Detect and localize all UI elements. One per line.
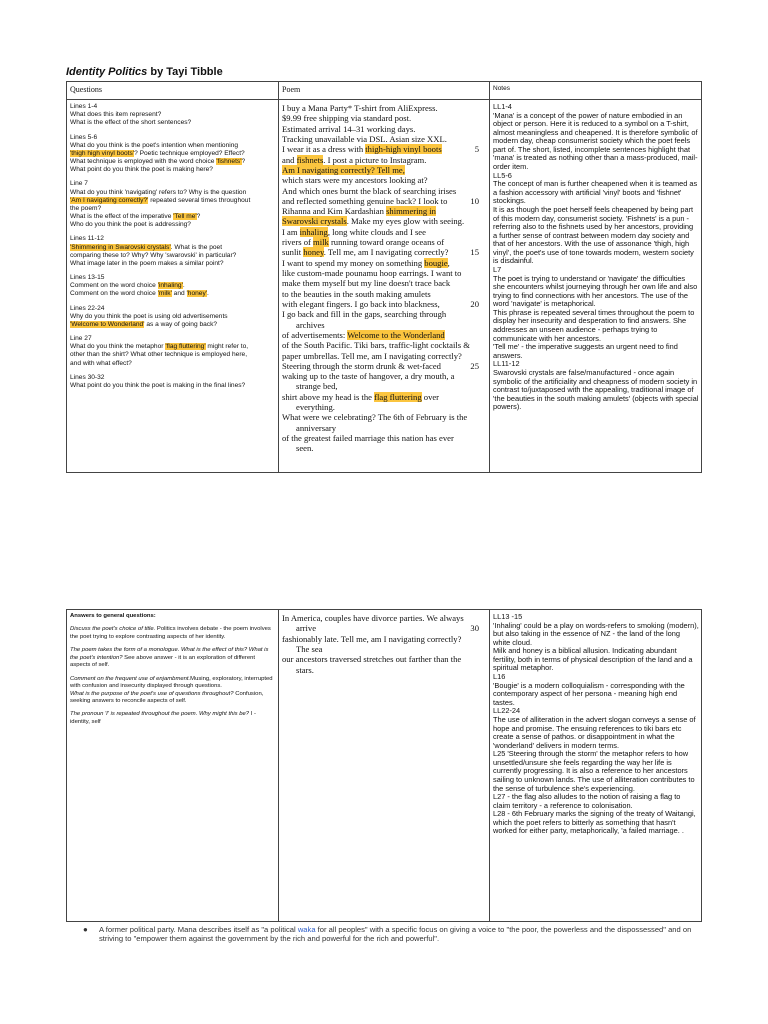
- question-heading: Lines 22-24: [70, 304, 105, 312]
- poem-line-text: [282, 216, 464, 226]
- poem-line-text: [282, 113, 411, 123]
- text-segment: What technique is employed with the word choice: [70, 158, 217, 166]
- text-segment: Estimated arrival 14–31 working days.: [282, 123, 416, 134]
- poem-line-text: [282, 186, 456, 196]
- poem-line-text: [282, 175, 428, 185]
- text-segment: Why do you think the poet is using old advertisements: [70, 312, 228, 320]
- line-number: 5: [474, 144, 479, 155]
- question-block: [70, 335, 276, 368]
- text-segment: .: [207, 290, 209, 298]
- answer-text: Confusion, seeking answers to reconcile aspects of self.: [70, 690, 264, 704]
- note-paragraph: Milk and honey is a biblical allusion. Indicating abundant fertility, both in terms of physical description of the land and a spiritual metaphor.: [493, 646, 693, 673]
- text-segment: to the beauties in the south making amulets: [282, 288, 431, 299]
- note-paragraph: L27 - the flag also alludes to the notion of raising a flag to claim territory - a reference to colonisation.: [493, 792, 681, 810]
- question-line: [70, 213, 276, 221]
- highlighted-text: flag fluttering: [374, 391, 422, 402]
- answer-text: Musing, exploratory, interrupted with confusion and insecurity displayed through questions.: [70, 675, 273, 690]
- text-segment: ,: [447, 257, 450, 268]
- header-notes: Notes: [490, 82, 702, 100]
- text-segment: and reflected something genuine back? I look to: [282, 195, 448, 206]
- poem-line: [282, 412, 487, 422]
- poem-line-text: [282, 268, 461, 278]
- text-segment: I wear it as a dress with: [282, 144, 366, 155]
- poem-line: [282, 330, 487, 340]
- note-paragraph: The concept of man is further cheapened when it is teamed as a fashion accessory with artificial 'vinyl' boots and 'fishnet' stockings.: [493, 179, 698, 206]
- question-line: [70, 150, 276, 158]
- notes-cell: [490, 100, 702, 473]
- text-segment: . Make my eyes glow with seeing.: [346, 216, 465, 227]
- poem-line-text: [296, 402, 335, 412]
- poem-line: [282, 186, 487, 196]
- question-line: [70, 290, 276, 298]
- question-block: [70, 235, 276, 268]
- text-segment: What were we celebrating? The 6th of February is the: [282, 412, 468, 423]
- text-segment: sunlit: [282, 247, 304, 258]
- header-poem: Poem: [279, 82, 490, 100]
- question-line: [70, 343, 276, 351]
- question-line: [70, 111, 276, 119]
- poem-line-text: [282, 361, 441, 371]
- text-segment: stars.: [296, 664, 314, 675]
- question-line: [70, 244, 276, 252]
- text-segment: the poem?: [70, 204, 102, 212]
- text-segment: Who do you think the poet is addressing?: [70, 221, 191, 229]
- note-paragraph: 'Inhaling' could be a play on words-refers to smoking (modern), but also taking in the essence of NZ - the land of the long white cloud.: [493, 620, 699, 647]
- answer-question: Discuss the poet's choice of title.: [70, 626, 156, 633]
- question-line: [70, 142, 276, 150]
- poem-line: [282, 371, 487, 381]
- text-segment: which stars were my ancestors looking at?: [282, 175, 428, 186]
- highlighted-text: 'Welcome to Wonderland': [70, 320, 145, 328]
- poem-line-text: [282, 227, 426, 237]
- question-line: [70, 360, 276, 368]
- question-line: [70, 166, 276, 174]
- question-line: [70, 205, 276, 213]
- note-paragraph: 'Bougie' is a modern colloquialism - corresponding with the contemporary aspect of her persona - meaning high end tastes.: [493, 680, 685, 707]
- answers-heading-text: Answers to general questions:: [70, 613, 156, 619]
- highlighted-text: fishnets: [296, 154, 324, 165]
- highlighted-text: honey: [303, 247, 324, 258]
- text-segment: In America, couples have divorce parties. We always: [282, 613, 464, 623]
- text-segment: seen.: [296, 443, 314, 454]
- poem-line-text: [282, 309, 446, 319]
- highlighted-text: 'milk': [157, 290, 172, 298]
- poem-line-text: [296, 644, 322, 654]
- poem-line: [282, 644, 487, 654]
- text-segment: .: [182, 282, 185, 290]
- line-number: 15: [470, 247, 479, 258]
- poem-line: [282, 289, 487, 299]
- title-author: by Tayi Tibble: [150, 66, 223, 78]
- poem-line: [282, 309, 487, 319]
- highlighted-text: 'flag fluttering': [165, 343, 206, 351]
- answer-block: [70, 626, 276, 641]
- answers-cell: [67, 610, 279, 922]
- text-segment: What do you think is the poet's intention when mentioning: [70, 141, 239, 149]
- poem-line-text: [282, 196, 447, 206]
- analysis-table-1: [66, 81, 702, 473]
- poem-line-text: [282, 392, 439, 402]
- poem-line: [282, 124, 487, 134]
- poem-line: [282, 247, 487, 257]
- answers-heading: [70, 613, 276, 620]
- text-segment: , long white clouds and I see: [327, 226, 426, 237]
- note-paragraph: L28 - 6th February marks the signing of the treaty of Waitangi, which the poet refers to bitterly as something that hasn't worked for either party, metaphorically, 'a failed marriage. .: [493, 809, 696, 836]
- question-line: [70, 189, 276, 197]
- poem-line: [282, 155, 487, 165]
- poem-line: [282, 165, 487, 175]
- text-segment: ?: [196, 213, 201, 221]
- poem-line: [282, 216, 487, 226]
- poem-line-text: [282, 412, 467, 422]
- poem-line-text: [282, 134, 447, 144]
- document-title: [66, 66, 223, 78]
- poem-line-text: [282, 103, 438, 113]
- analysis-table-2: [66, 609, 702, 922]
- highlighted-text: inhaling: [299, 226, 328, 237]
- poem-line-text: [282, 206, 436, 216]
- question-block: [70, 134, 276, 175]
- highlighted-text: bougie: [424, 257, 448, 268]
- text-segment: I buy a Mana Party* T-shirt from AliExpress.: [282, 103, 438, 113]
- text-segment: and: [171, 290, 187, 298]
- highlighted-text: 'fishnets': [216, 158, 242, 166]
- text-segment: over: [421, 391, 440, 402]
- poem-line-text: [282, 144, 442, 154]
- answer-question: Comment on the frequent use of enjambment.: [70, 675, 191, 682]
- text-segment: I go back and fill in the gaps, searching through: [282, 309, 447, 320]
- poem-line-text: [282, 165, 405, 175]
- note-paragraph: LL22-24: [493, 706, 521, 716]
- header-questions: Questions: [67, 82, 279, 100]
- poem-line-text: [296, 623, 316, 633]
- line-number: 25: [470, 360, 479, 371]
- poem-line: [282, 134, 487, 144]
- question-heading: Line 27: [70, 335, 92, 343]
- title-main: Identity Politics: [66, 66, 148, 78]
- text-segment: What is the effect of the short sentences?: [70, 119, 192, 127]
- question-heading: Lines 30-32: [70, 373, 105, 381]
- question-heading: Lines 1-4: [70, 103, 98, 110]
- text-segment: rivers of: [282, 237, 314, 248]
- question-block: [70, 374, 276, 390]
- question-block: [70, 274, 276, 299]
- poem-line-text: [282, 247, 448, 257]
- poem-line-text: [282, 289, 431, 299]
- poem-line: [282, 340, 487, 350]
- poem-line-text: [282, 330, 445, 340]
- question-block: [70, 180, 276, 229]
- poem-line: [282, 433, 487, 443]
- questions-cell: [67, 100, 279, 473]
- text-segment: . Tell me, am I navigating correctly?: [323, 247, 449, 258]
- poem-line-text: [282, 613, 464, 623]
- text-segment: What does this item represent?: [70, 111, 162, 119]
- question-line: [70, 382, 276, 390]
- question-line: [70, 221, 276, 229]
- text-segment: I am: [282, 226, 300, 237]
- note-paragraph: It is as though the poet herself feels cheapened by being part of this modern day, consumerist society. 'Fishnets' is a pun - referring also to the fishnets used by her ancestors, providing a further sense of contrast between modern day society and that of her ancestors. With the use of assonance 'thigh, high vinyl', the poet's use of tone towards modern, western society is disdainful.: [493, 204, 694, 266]
- bullet-icon: ●: [83, 925, 88, 934]
- poem-line: [282, 175, 487, 185]
- text-segment: of advertisements:: [282, 329, 348, 340]
- answer-text: See above answer - it is an exploration of different aspects of self.: [70, 654, 256, 669]
- text-segment: with elegant fingers. I go back into blackness,: [282, 298, 440, 309]
- highlighted-text: 'Tell me': [173, 213, 197, 221]
- highlighted-text: Am I navigating correctly? Tell me,: [282, 164, 405, 175]
- note-paragraph: This phrase is repeated several times throughout the poem to display her insecurity and desperation to find answers. She addresses an unseen audience - perhaps trying to communicate with her ancestors.: [493, 307, 695, 343]
- question-block: [70, 305, 276, 330]
- text-segment: ? Poetic technique employed? Effect?: [134, 149, 245, 157]
- text-segment: Comment on the word choice: [70, 290, 158, 298]
- poem-line: [282, 634, 487, 644]
- answer-question: The poem takes the form of a monologue. What is the effect of this? What is the poet's intention?: [70, 647, 269, 661]
- poem-line: [282, 392, 487, 402]
- poem-line: [282, 623, 487, 633]
- text-segment: Comment on the word choice: [70, 282, 158, 290]
- note-paragraph: LL5-6: [493, 170, 512, 180]
- answer-question: The pronoun 'I' is repeated throughout the poem. Why might this be?: [70, 711, 250, 718]
- text-segment: other than the shirt? What other technique is employed here,: [70, 351, 248, 359]
- text-segment: What point do you think the poet is making here?: [70, 166, 213, 174]
- question-line: [70, 158, 276, 166]
- text-segment: What image later in the poem makes a similar point?: [70, 259, 224, 267]
- waka-link[interactable]: waka: [297, 925, 316, 934]
- poem-line: [282, 227, 487, 237]
- question-line: [70, 282, 276, 290]
- poem-line-text: [282, 433, 454, 443]
- answer-block: [70, 711, 276, 726]
- text-segment: What do you think 'navigating' refers to? Why is the question: [70, 188, 247, 196]
- note-paragraph: 'Mana' is a concept of the power of nature embodied in an object or person. Here it is reduced to a symbol on a T-shirt, almost meaningless and cheapened. It is therefore symbolic of modern day, cheap consumerist society which the poet feels part of. The short, listed, incomplete sentences highlight that 'mana' is treated as nothing other than a mass-produced, mail-order item.: [493, 110, 698, 172]
- highlighted-text: shimmering in: [386, 206, 436, 217]
- text-segment: running toward orange oceans of: [328, 237, 445, 248]
- question-line: [70, 260, 276, 268]
- note-paragraph: LL13 -15: [493, 612, 523, 621]
- highlighted-text: 'thigh high vinyl boots': [70, 149, 135, 157]
- poem-line: [282, 103, 487, 113]
- question-line: [70, 321, 276, 329]
- footnote-text-start: A former political party. Mana describes itself as "a political: [99, 925, 298, 934]
- text-segment: and with what effect?: [70, 359, 132, 367]
- poem-cell: [279, 100, 490, 473]
- note-paragraph: L7: [493, 264, 502, 274]
- poem-line: [282, 443, 487, 453]
- poem-line-text: [282, 371, 454, 381]
- question-line: [70, 252, 276, 260]
- text-segment: strange bed,: [296, 381, 338, 392]
- poem-line-text: [296, 665, 314, 675]
- highlighted-text: Swarovski crystals: [282, 216, 347, 227]
- highlighted-text: 'Am I navigating correctly?': [70, 196, 149, 204]
- poem-line-text: [296, 423, 336, 433]
- note-paragraph: 'Tell me' - the imperative suggests an urgent need to find answers.: [493, 342, 678, 360]
- footnote-text-end: for all peoples" with a specific focus on giving a voice to "the poor, the powerless and the dispossessed" and on striving to "empower them against the government by the rich and powerful for the rich and powerful".: [99, 925, 692, 944]
- text-segment: anniversary: [296, 422, 337, 433]
- text-segment: our ancestors traversed stretches out farther than the: [282, 654, 462, 665]
- text-segment: What is the effect of the imperative: [70, 213, 174, 221]
- text-segment: What do you think the metaphor: [70, 343, 166, 351]
- note-paragraph: L16: [493, 672, 506, 682]
- question-line: [70, 351, 276, 359]
- text-segment: like custom-made pounamu hoop earrings. I want to: [282, 268, 462, 278]
- poem-line: [282, 665, 487, 675]
- text-segment: What point do you think the poet is making in the final lines?: [70, 381, 246, 389]
- poem-line-text: [296, 381, 338, 391]
- text-segment: of the South Pacific. Tiki bars, traffic-light cocktails &: [282, 340, 470, 351]
- answer-question: What is the purpose of the poet's use of questions throughout?: [70, 690, 234, 697]
- poem-line-text: [282, 278, 450, 288]
- note-paragraph: Swarovski crystals are false/manufactured - once again symbolic of the artificiality and cheapness of modern society in contrast to/juxtaposed with the appealing, traditional image of 'the beauties in the south making amulets' (objects with special powers).: [493, 367, 699, 412]
- highlighted-text: 'honey': [186, 290, 207, 298]
- poem-line: [282, 278, 487, 288]
- poem-line: [282, 144, 487, 154]
- answer-text: I - identity, self: [70, 711, 256, 725]
- poem-line-text: [282, 654, 461, 664]
- poem-line-text: [282, 258, 450, 268]
- highlighted-text: Welcome to the Wonderland: [347, 329, 445, 340]
- text-segment: Tracking unavailable via DSL. Asian size XXL.: [282, 133, 447, 144]
- notes-cell-continued: [490, 610, 702, 922]
- text-segment: repeated several times throughout: [148, 196, 251, 204]
- poem-line: [282, 258, 487, 268]
- text-segment: . I post a picture to Instagram.: [323, 154, 427, 165]
- poem-line-text: [282, 351, 462, 361]
- text-segment: I want to spend my money on something: [282, 257, 425, 268]
- text-segment: shirt above my head is the: [282, 391, 375, 402]
- footnote-text: [99, 925, 703, 943]
- poem-line: [282, 320, 487, 330]
- text-segment: $9.99 free shipping via standard post.: [282, 113, 412, 124]
- poem-line-text: [296, 443, 313, 453]
- highlighted-text: thigh-high vinyl boots: [365, 144, 442, 155]
- poem-line: [282, 299, 487, 309]
- poem-line: [282, 381, 487, 391]
- poem-cell-continued: [279, 610, 490, 922]
- question-heading: Lines 13-15: [70, 274, 105, 282]
- answer-block: [70, 647, 276, 669]
- poem-line: [282, 654, 487, 664]
- question-heading: Lines 5-6: [70, 133, 98, 141]
- poem-line: [282, 351, 487, 361]
- poem-line: [282, 613, 487, 623]
- text-segment: Rihanna and Kim Kardashian: [282, 206, 387, 217]
- poem-line: [282, 423, 487, 433]
- question-heading: Line 7: [70, 180, 88, 188]
- poem-line: [282, 361, 487, 371]
- text-segment: waking up to the taste of hangover, a dry mouth, a: [282, 371, 455, 382]
- answer-block: [70, 676, 276, 706]
- text-segment: and: [282, 154, 297, 165]
- answer-text: Politics involves debate - the poem involves the poet trying to explore contrasting aspects of her identity.: [70, 626, 271, 640]
- poem-line: [282, 196, 487, 206]
- highlighted-text: milk: [313, 237, 329, 248]
- text-segment: Steering through the storm drunk & wet-faced: [282, 360, 441, 371]
- text-segment: archives: [296, 319, 325, 330]
- note-paragraph: The poet is trying to understand or 'navigate' the difficulties she encounters whilst journeying through her own life and also trying to find connections with her ancestors. The use of the word 'navigate' is metaphorical.: [493, 273, 698, 309]
- line-number: 10: [470, 195, 479, 206]
- poem-line: [282, 206, 487, 216]
- text-segment: as a way of going back?: [144, 320, 218, 328]
- text-segment: might refer to,: [205, 343, 249, 351]
- text-segment: . What is the poet: [170, 243, 223, 251]
- note-paragraph: L25 'Steering through the storm' the metaphor refers to how unsettled/unsure she feels regarding the way her life is currently progressing. It is also a reference to her ancestors sailing to unknown lands. The use of alliteration contributes to the sense of turbulence she's experiencing.: [493, 749, 695, 793]
- poem-line: [282, 113, 487, 123]
- poem-line: [282, 237, 487, 247]
- text-segment: The sea: [296, 643, 323, 654]
- poem-line-text: [296, 320, 325, 330]
- question-line: [70, 313, 276, 321]
- poem-line-text: [282, 237, 444, 247]
- poem-line: [282, 268, 487, 278]
- note-paragraph: The use of alliteration in the advert slogan conveys a sense of hope and promise. The ensuing references to tiki bars etc create a sense of pathos. or disappointment in what the 'wonderland' delivers in modern terms.: [493, 714, 696, 750]
- question-heading: Lines 11-12: [70, 235, 104, 243]
- line-number: 20: [470, 298, 479, 309]
- text-segment: ?: [241, 158, 246, 166]
- note-paragraph: LL11-12: [493, 359, 520, 369]
- poem-line: [282, 402, 487, 412]
- text-segment: fashionably late. Tell me, am I navigating correctly?: [282, 633, 462, 644]
- question-line: [70, 119, 276, 127]
- poem-line-text: [282, 340, 470, 350]
- poem-line-text: [282, 299, 440, 309]
- note-paragraph: LL1-4: [493, 102, 512, 111]
- text-segment: arrive: [296, 623, 317, 634]
- poem-line-text: [282, 155, 426, 165]
- text-segment: of the greatest failed marriage this nation has ever: [282, 433, 454, 443]
- text-segment: paper umbrellas. Tell me, am I navigating correctly?: [282, 350, 462, 361]
- text-segment: everything.: [296, 402, 335, 413]
- text-segment: make them myself but my line doesn't trace back: [282, 278, 451, 289]
- line-number: 30: [470, 623, 479, 634]
- highlighted-text: 'inhaling': [157, 282, 183, 290]
- poem-line-text: [282, 124, 415, 134]
- poem-line-text: [282, 634, 461, 644]
- highlighted-text: 'Shimmering in Swarovski crystals': [70, 243, 171, 251]
- text-segment: And which ones burnt the black of searching irises: [282, 185, 457, 196]
- question-block: [70, 103, 276, 128]
- question-line: [70, 197, 276, 205]
- footnote: [83, 925, 703, 943]
- text-segment: comparing these to? Why? Why 'swarovski' in particular?: [70, 251, 237, 259]
